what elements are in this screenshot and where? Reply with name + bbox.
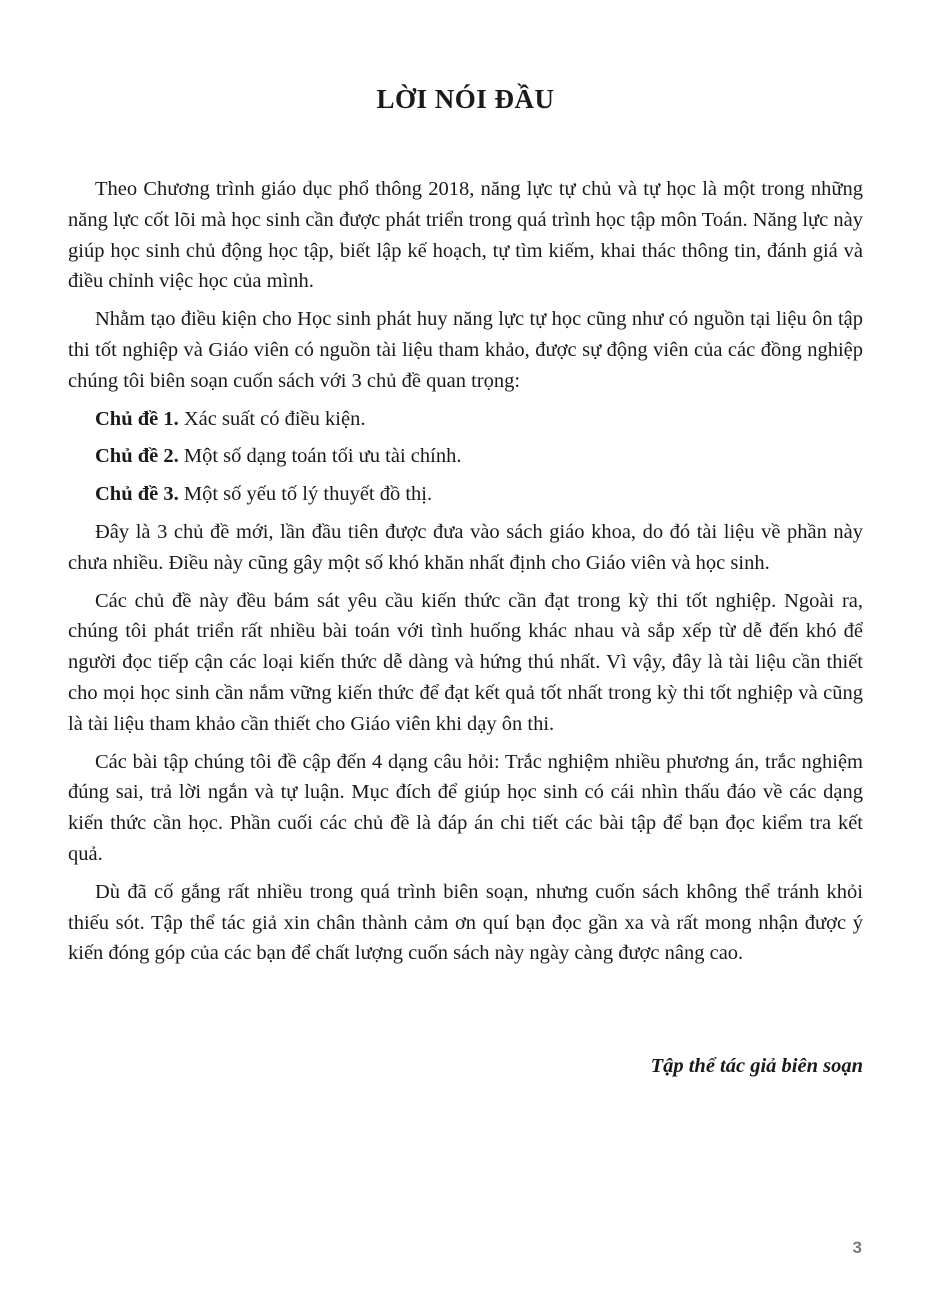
topic-label-1: Chủ đề 1. (95, 407, 179, 430)
topic-text-1: Xác suất có điều kiện. (178, 407, 366, 430)
paragraph-purpose: Nhằm tạo điều kiện cho Học sinh phát huy năng lực tự học cũng như có nguồn tại liệu ôn tập thi tốt nghiệp và Giáo viên có nguồn tài liệu tham khảo, được sự động viên của các đồng nghiệp chúng tôi biên soạn cuốn sách với 3 chủ đề quan trọng: (68, 308, 863, 392)
topic-text-3: Một số yếu tố lý thuyết đồ thị. (178, 483, 433, 506)
preface-body (68, 174, 863, 976)
paragraph-content-scope: Các chủ đề này đều bám sát yêu cầu kiến thức cần đạt trong kỳ thi tốt nghiệp. Ngoài ra, chúng tôi phát triển rất nhiều bài toán với tình huống khác nhau và sắp xếp từ dễ đến khó để người đọc tiếp cận các loại kiến thức dễ dàng và hứng thú nhất. Vì vậy, đây là tài liệu cần thiết cho mọi học sinh cần nắm vững kiến thức để đạt kết quả tốt nhất trong kỳ thi tốt nghiệp và cũng là tài liệu tham khảo cần thiết cho Giáo viên khi dạy ôn thi. (68, 589, 863, 735)
paragraph-new-topics: Đây là 3 chủ đề mới, lần đầu tiên được đưa vào sách giáo khoa, do đó tài liệu về phần này chưa nhiều. Điều này cũng gây một số khó khăn nhất định cho Giáo viên và học sinh. (68, 520, 863, 574)
topic-label-2: Chủ đề 2. (95, 445, 179, 468)
topic-item-3 (68, 479, 863, 510)
topic-item-2 (68, 441, 863, 472)
topic-item-1 (68, 404, 863, 435)
page-number: 3 (852, 1238, 862, 1257)
author-signature: Tập thể tác giả biên soạn (650, 1055, 863, 1077)
paragraph-question-types: Các bài tập chúng tôi đề cập đến 4 dạng câu hỏi: Trắc nghiệm nhiều phương án, trắc nghiệm đúng sai, trả lời ngắn và tự luận. Mục đích để giúp học sinh có cái nhìn thấu đáo về các dạng kiến thức cần học. Phần cuối các chủ đề là đáp án chi tiết các bài tập để bạn đọc kiểm tra kết quả. (68, 750, 863, 865)
topic-label-3: Chủ đề 3. (95, 483, 179, 506)
topic-text-2: Một số dạng toán tối ưu tài chính. (178, 445, 462, 468)
paragraph-acknowledgement: Dù đã cố gắng rất nhiều trong quá trình biên soạn, nhưng cuốn sách không thể tránh khỏi thiếu sót. Tập thể tác giả xin chân thành cảm ơn quí bạn đọc gần xa và rất mong nhận được ý kiến đóng góp của các bạn để chất lượng cuốn sách này ngày càng được nâng cao. (68, 880, 863, 965)
page-title: LỜI NÓI ĐẦU (376, 84, 555, 114)
paragraph-intro: Theo Chương trình giáo dục phổ thông 2018, năng lực tự chủ và tự học là một trong những năng lực cốt lõi mà học sinh cần được phát triển trong quá trình học tập môn Toán. Năng lực này giúp học sinh chủ động học tập, biết lập kế hoạch, tự tìm kiếm, khai thác thông tin, đánh giá và điều chỉnh việc học của mình. (68, 178, 863, 293)
